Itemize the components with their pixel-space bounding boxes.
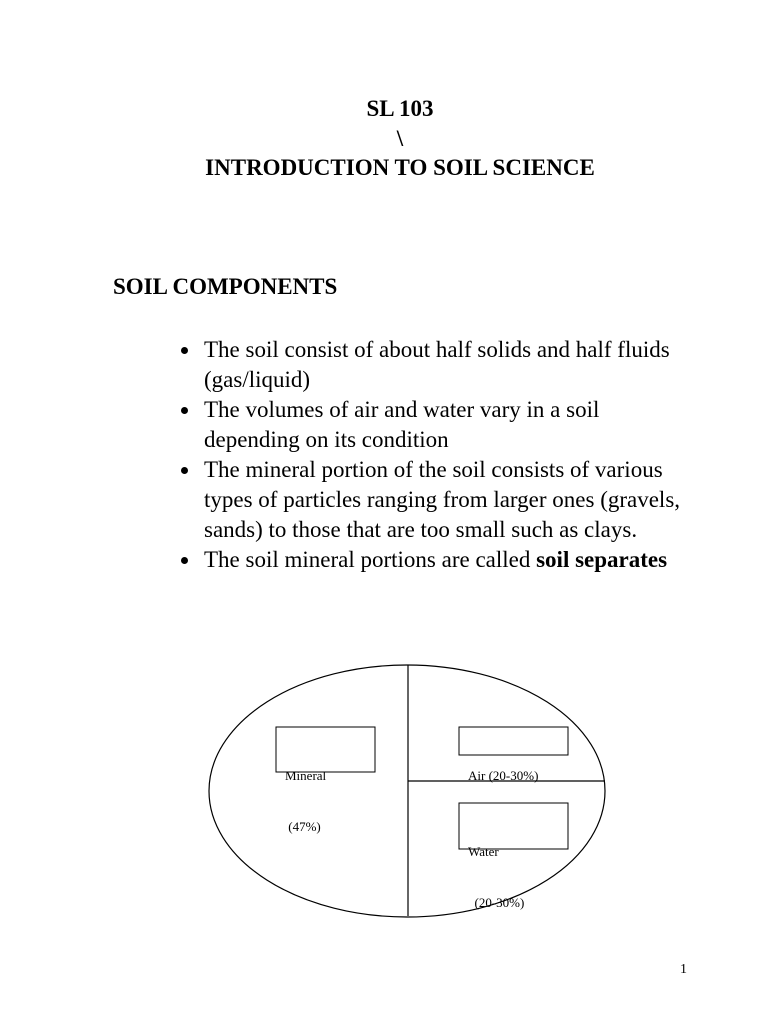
bullet-text: The volumes of air and water vary in a soil depending on its condition [204,397,600,452]
bullet-text: The soil consist of about half solids and half fluids (gas/liquid) [204,337,670,392]
water-label-name: Water [468,844,499,859]
bullet-bold-term: soil separates [536,547,668,572]
soil-ellipse [209,665,605,917]
bullet-text: The mineral portion of the soil consists of various types of particles ranging from larger ones (gravels, sands) to those that are too small such as clays. [204,457,681,542]
mineral-label-value: (47%) [285,819,321,834]
bullet-text: The soil mineral portions are called [204,547,537,572]
title-separator: \ [396,126,404,151]
water-label-value: (20-30%) [468,895,525,910]
air-label-text: Air (20-30%) [468,768,539,783]
page-number: 1 [680,962,687,977]
water-label [468,809,524,928]
section-heading: SOIL COMPONENTS [113,274,338,299]
course-title: INTRODUCTION TO SOIL SCIENCE [205,155,595,180]
mineral-label [285,733,326,852]
course-code: SL 103 [366,96,434,121]
mineral-label-name: Mineral [285,768,327,783]
air-label [468,733,538,801]
